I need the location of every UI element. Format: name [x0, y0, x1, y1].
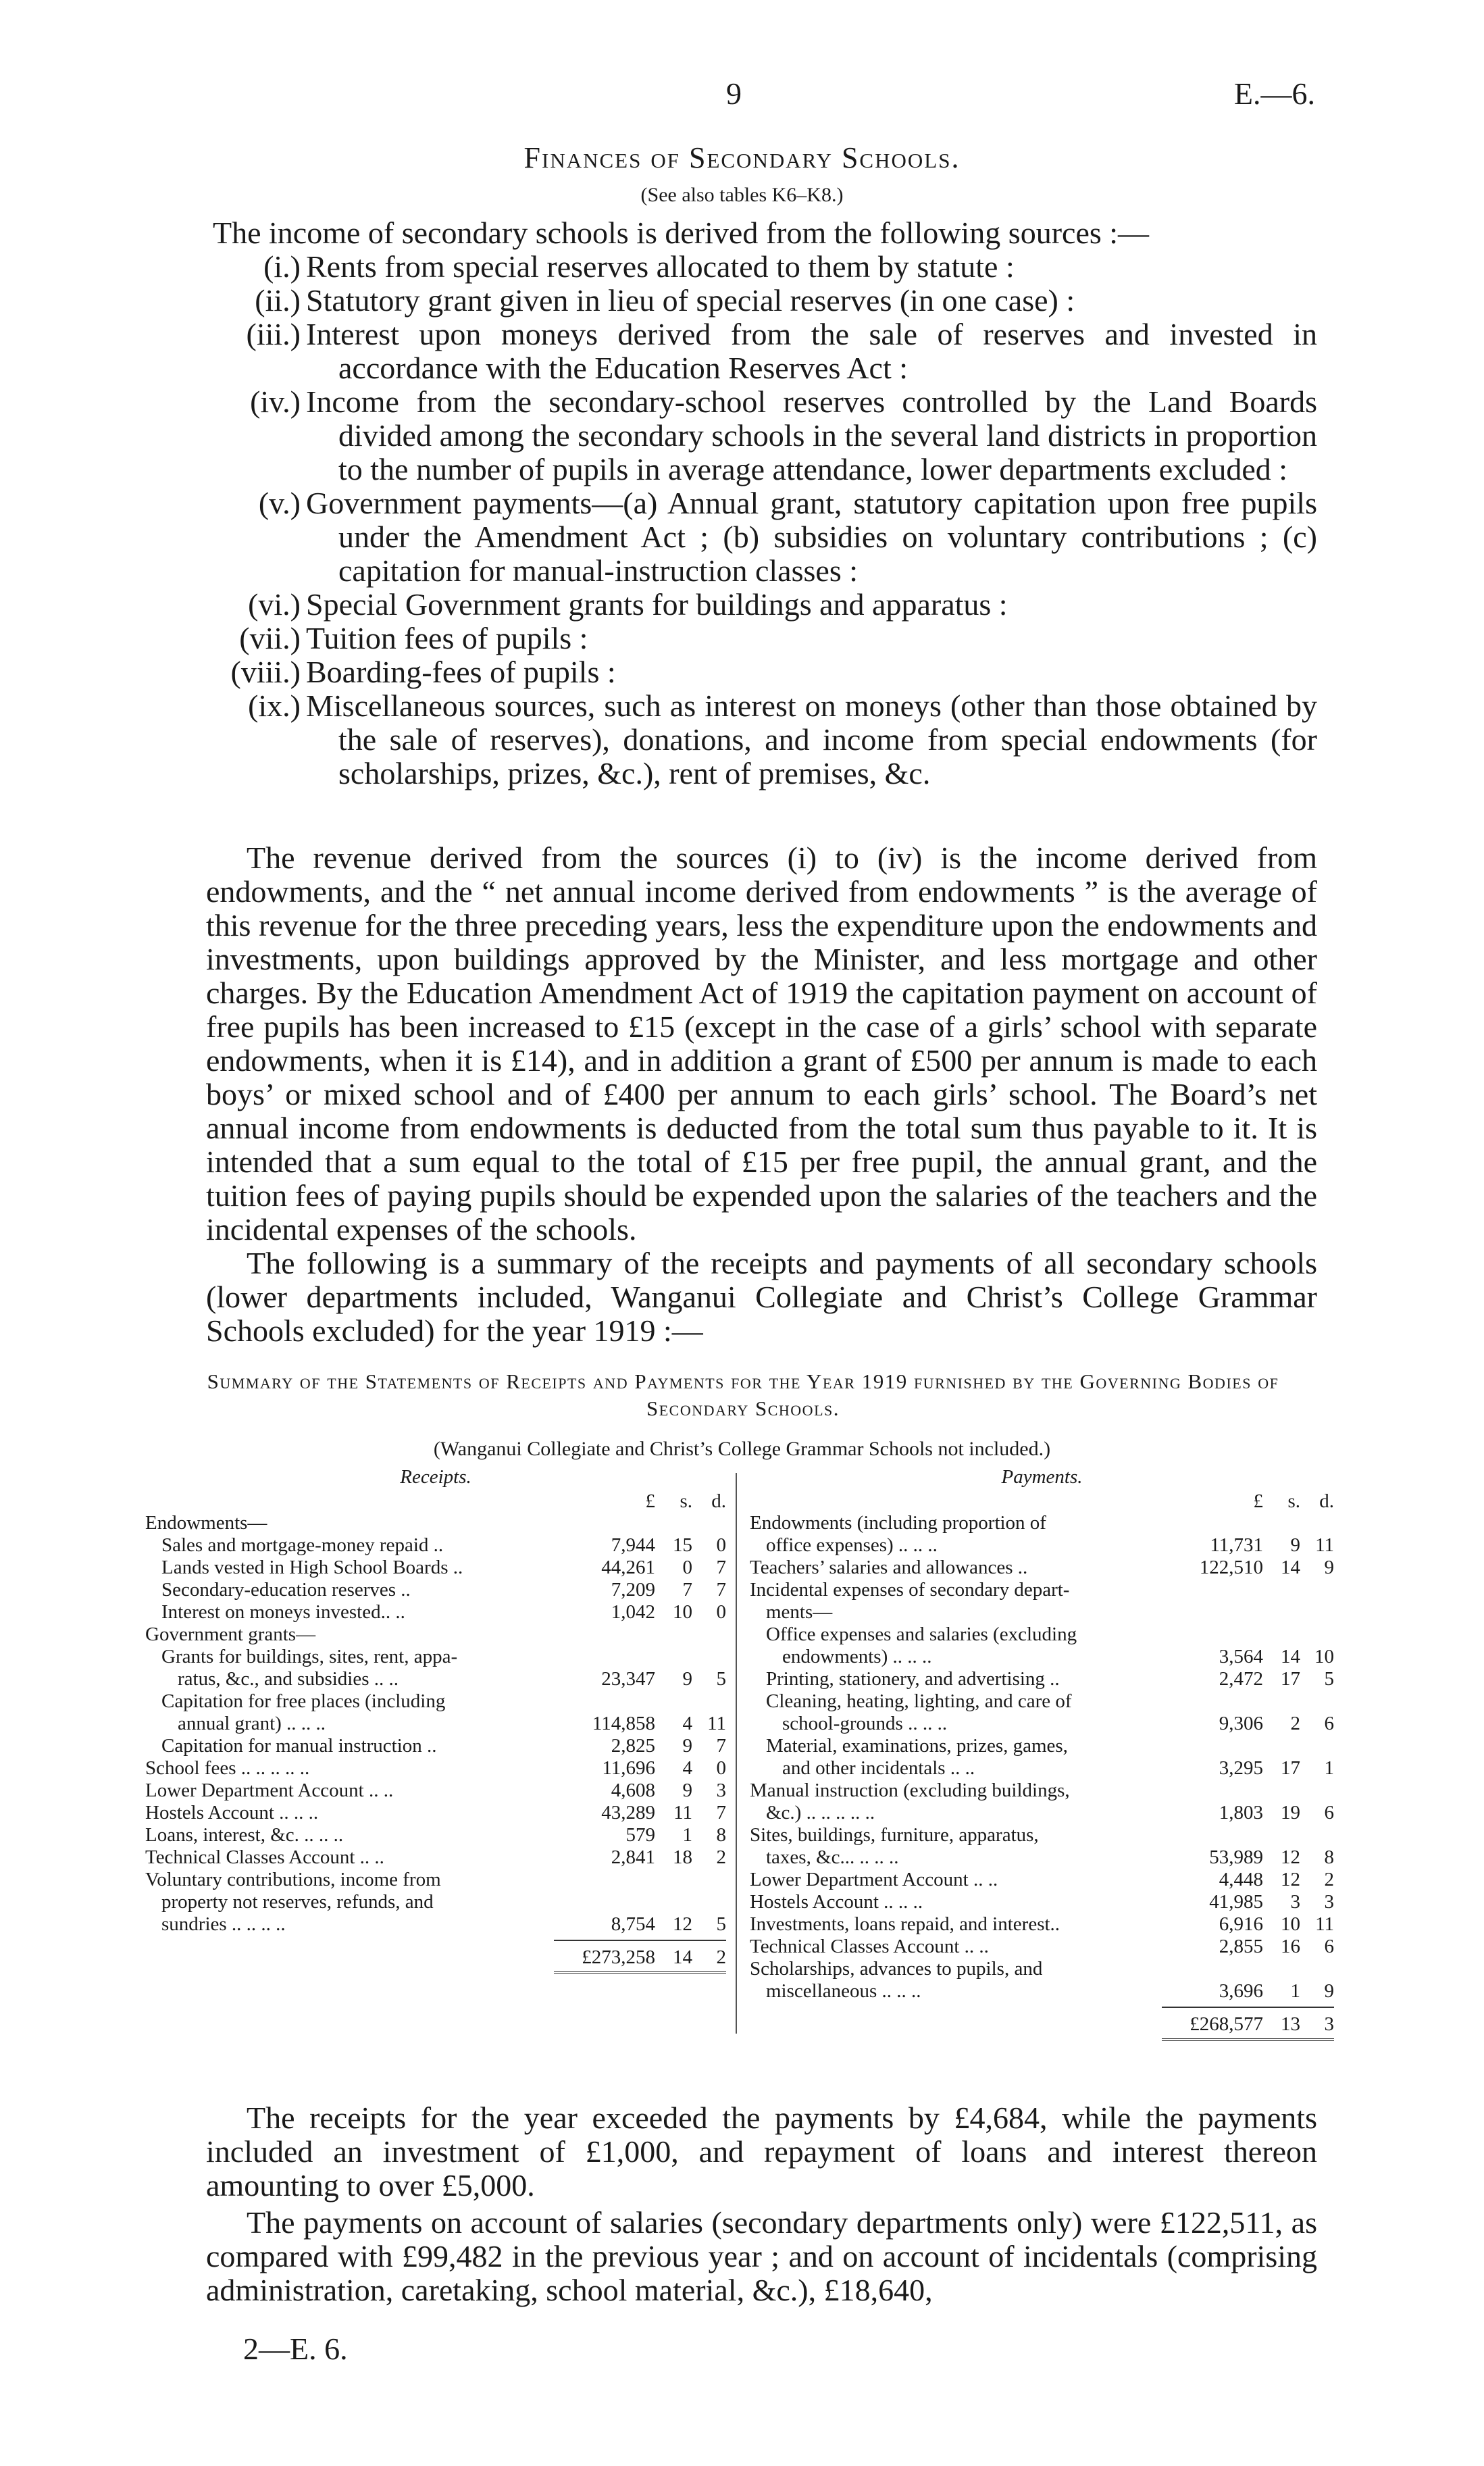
salaries-paragraph: The payments on account of salaries (secondary departments only) were £122,511, as compared with £99,482 in the previous year ; and on account of incidentals (comprising administration, caretaking, school material, &c.), £18,640,	[206, 2205, 1317, 2307]
receipt-label: Hostels Account .. .. ..	[145, 1802, 319, 1823]
document-code: E.—6.	[1233, 76, 1315, 111]
receipt-label: annual grant) .. .. ..	[178, 1713, 326, 1734]
payment-pounds: 3,696	[1219, 1980, 1263, 2002]
payment-shillings: 14	[1281, 1557, 1300, 1578]
payment-label: Hostels Account .. .. ..	[750, 1891, 923, 1913]
receipts-heading: Receipts.	[400, 1466, 471, 1488]
source-item	[206, 588, 1317, 622]
payment-label: endowments) .. .. ..	[782, 1646, 932, 1667]
payment-pounds: 2,472	[1219, 1668, 1263, 1690]
payment-label: miscellaneous .. .. ..	[766, 1980, 921, 2002]
receipt-pounds: 11,696	[602, 1757, 655, 1779]
receipts-excess-paragraph: The receipts for the year exceeded the payments by £4,684, while the payments included an investment of £1,000, and repayment of loans and interest thereon amounting to over £5,000.	[206, 2100, 1317, 2203]
receipt-shillings: 9	[682, 1668, 692, 1690]
receipt-row	[145, 1757, 726, 1780]
payment-label: ments—	[766, 1601, 833, 1623]
receipts-payments-statement	[145, 1466, 1334, 2061]
receipts-currency-header	[145, 1490, 726, 1512]
receipt-shillings: 11	[673, 1802, 692, 1823]
payment-pounds: 11,731	[1210, 1534, 1263, 1556]
receipts-total-rule	[554, 1940, 726, 1941]
receipts-total-pence: 2	[716, 1946, 726, 1968]
payment-pence: 6	[1324, 1936, 1334, 1957]
payments-currency-header	[750, 1490, 1334, 1512]
source-text: Tuition fees of pupils :	[306, 621, 588, 655]
payment-label: Office expenses and salaries (excluding	[766, 1624, 1077, 1645]
receipt-pounds: 8,754	[611, 1913, 655, 1935]
payment-pence: 3	[1324, 1891, 1334, 1913]
payment-row	[750, 1913, 1334, 1936]
payment-label: Endowments (including proportion of	[750, 1512, 1046, 1534]
receipts-column	[145, 1466, 726, 1974]
receipt-row	[145, 1601, 726, 1624]
payment-label: office expenses) .. .. ..	[766, 1534, 938, 1556]
receipt-pounds: 1,042	[611, 1601, 655, 1623]
payments-total-double-rule	[1162, 2038, 1334, 2041]
receipt-pence: 0	[716, 1534, 726, 1556]
receipt-pence: 7	[716, 1579, 726, 1601]
source-item	[206, 486, 1317, 588]
receipt-label: Sales and mortgage-money repaid ..	[161, 1534, 444, 1556]
receipt-label: ratus, &c., and subsidies .. ..	[178, 1668, 399, 1690]
payment-label: Lower Department Account .. ..	[750, 1869, 998, 1890]
pence-header: d.	[711, 1490, 726, 1512]
receipt-row	[145, 1913, 726, 1936]
receipts-total-row	[145, 1946, 726, 1969]
summary-intro-paragraph: The following is a summary of the receipts and payments of all secondary schools (lower departments included, Wanganui Collegiate and Christ’s College Grammar Schools excluded) for the year 1919 :—	[206, 1246, 1317, 1348]
receipt-pence: 7	[716, 1735, 726, 1757]
source-text: Government payments—(a) Annual grant, statutory capitation upon free pupils under the Amendment Act ; (b) subsidies on voluntary contributions ; (c) capitation for manual-instruction classes :	[306, 486, 1317, 588]
receipt-pounds: 7,209	[611, 1579, 655, 1601]
payment-label: Cleaning, heating, lighting, and care of	[766, 1690, 1072, 1712]
payment-pounds: 3,295	[1219, 1757, 1263, 1779]
intro-paragraph: The income of secondary schools is derived from the following sources :—	[213, 216, 1150, 250]
income-sources-list	[206, 250, 1317, 790]
source-item	[206, 655, 1317, 689]
payment-shillings: 2	[1290, 1713, 1300, 1734]
payment-row	[750, 1936, 1334, 1958]
payment-label: taxes, &c... .. .. ..	[766, 1846, 899, 1868]
payment-label: Incidental expenses of secondary depart-	[750, 1579, 1070, 1601]
payment-shillings: 9	[1290, 1534, 1300, 1556]
receipt-shillings: 12	[673, 1913, 692, 1935]
receipt-row	[145, 1624, 726, 1646]
page-number: 9	[726, 76, 742, 111]
payments-rows	[750, 1512, 1334, 2003]
payment-row	[750, 1802, 1334, 1824]
pounds-header: £	[645, 1490, 655, 1512]
receipt-pounds: 2,825	[611, 1735, 655, 1757]
payment-row	[750, 1780, 1334, 1802]
receipt-shillings: 15	[673, 1534, 692, 1556]
payment-label: Material, examinations, prizes, games,	[766, 1735, 1068, 1757]
payment-row	[750, 1713, 1334, 1735]
section-title: Finances of Secondary Schools.	[523, 141, 961, 174]
receipt-shillings: 0	[682, 1557, 692, 1578]
receipt-row	[145, 1646, 726, 1668]
payment-label: Teachers’ salaries and allowances ..	[750, 1557, 1028, 1578]
receipt-row	[145, 1824, 726, 1846]
receipt-pounds: 114,858	[592, 1713, 655, 1734]
payment-row	[750, 1646, 1334, 1668]
source-text: Income from the secondary-school reserves controlled by the Land Boards divided among the secondary schools in the several land districts in proportion to the number of pupils in average attendance, lower departments excluded :	[306, 384, 1317, 486]
receipt-label: Lower Department Account .. ..	[145, 1780, 394, 1801]
source-item	[206, 689, 1317, 790]
receipt-pounds: 44,261	[601, 1557, 655, 1578]
payment-shillings: 17	[1281, 1757, 1300, 1779]
source-text: Miscellaneous sources, such as interest on moneys (other than those obtained by the sale of reserves), donations, and income from special endowments (for scholarships, prizes, &c.), rent of premises, &c.	[306, 688, 1317, 790]
receipt-shillings: 4	[682, 1757, 692, 1779]
payments-heading: Payments.	[1001, 1466, 1083, 1488]
receipt-pence: 0	[716, 1601, 726, 1623]
source-text: Boarding-fees of pupils :	[306, 655, 616, 689]
payment-row	[750, 1557, 1334, 1579]
footer-signature: 2—E. 6.	[243, 2332, 348, 2366]
receipt-label: sundries .. .. .. ..	[161, 1913, 286, 1935]
payment-label: Sites, buildings, furniture, apparatus,	[750, 1824, 1039, 1846]
payment-row	[750, 1690, 1334, 1713]
payment-pence: 1	[1324, 1757, 1334, 1779]
payment-pounds: 53,989	[1209, 1846, 1263, 1868]
shillings-header: s.	[680, 1490, 692, 1512]
receipt-label: School fees .. .. .. .. ..	[145, 1757, 310, 1779]
source-number: (viii.)	[230, 655, 301, 689]
receipt-pounds: 23,347	[601, 1668, 655, 1690]
receipt-shillings: 9	[682, 1735, 692, 1757]
receipt-row	[145, 1713, 726, 1735]
payment-label: Investments, loans repaid, and interest..	[750, 1913, 1060, 1935]
payment-pounds: 4,448	[1219, 1869, 1263, 1890]
pence-header: d.	[1319, 1490, 1334, 1512]
column-divider	[736, 1473, 737, 2034]
payment-label: school-grounds .. .. ..	[782, 1713, 948, 1734]
receipts-total-double-rule	[554, 1971, 726, 1974]
receipt-label: Interest on moneys invested.. ..	[161, 1601, 405, 1623]
source-number: (i.)	[263, 249, 301, 284]
payment-label: Technical Classes Account .. ..	[750, 1936, 989, 1957]
payment-label: &c.) .. .. .. .. ..	[766, 1802, 875, 1823]
receipt-pounds: 7,944	[611, 1534, 655, 1556]
receipt-row	[145, 1579, 726, 1601]
source-text: Rents from special reserves allocated to them by statute :	[306, 249, 1015, 284]
source-number: (vii.)	[239, 621, 301, 655]
receipt-row	[145, 1802, 726, 1824]
receipt-label: Government grants—	[145, 1624, 316, 1645]
payment-label: Manual instruction (excluding buildings,	[750, 1780, 1070, 1801]
payments-total-rule	[1162, 2007, 1334, 2008]
receipt-row	[145, 1869, 726, 1891]
receipt-row	[145, 1780, 726, 1802]
receipt-pounds: 43,289	[601, 1802, 655, 1823]
source-number: (iv.)	[250, 384, 301, 419]
source-item	[206, 250, 1317, 284]
receipt-label: Grants for buildings, sites, rent, appa-	[161, 1646, 458, 1667]
source-number: (iii.)	[246, 317, 301, 351]
payment-pence: 5	[1324, 1668, 1334, 1690]
source-item	[206, 385, 1317, 486]
payments-total-pounds: £268,577	[1189, 2013, 1263, 2035]
receipt-shillings: 1	[682, 1824, 692, 1846]
payment-pounds: 3,564	[1219, 1646, 1263, 1667]
source-number: (ix.)	[248, 688, 301, 723]
receipt-row	[145, 1891, 726, 1913]
payment-pence: 6	[1324, 1713, 1334, 1734]
payment-pence: 9	[1324, 1557, 1334, 1578]
receipt-label: Capitation for manual instruction ..	[161, 1735, 437, 1757]
payment-pounds: 1,803	[1219, 1802, 1263, 1823]
receipt-row	[145, 1668, 726, 1690]
table-note: (Wanganui Collegiate and Christ’s College Grammar Schools not included.)	[433, 1438, 1051, 1460]
receipt-label: property not reserves, refunds, and	[161, 1891, 434, 1913]
payment-pence: 2	[1324, 1869, 1334, 1890]
payments-total-shillings: 13	[1281, 2013, 1300, 2035]
receipt-pence: 2	[716, 1846, 726, 1868]
receipts-total-shillings: 14	[673, 1946, 692, 1968]
table-title: Summary of the Statements of Receipts and Payments for the Year 1919 furnished by the Governing Bodies of Secondary Schools.	[207, 1369, 1279, 1420]
payment-shillings: 3	[1290, 1891, 1300, 1913]
payment-row	[750, 1980, 1334, 2003]
payment-pence: 10	[1314, 1646, 1334, 1667]
payment-shillings: 1	[1290, 1980, 1300, 2002]
payment-pounds: 6,916	[1219, 1913, 1263, 1935]
payment-row	[750, 1512, 1334, 1534]
receipt-label: Endowments—	[145, 1512, 267, 1534]
source-number: (v.)	[258, 486, 301, 520]
payments-total-row	[750, 2013, 1334, 2036]
receipt-shillings: 4	[682, 1713, 692, 1734]
source-text: Statutory grant given in lieu of special reserves (in one case) :	[306, 283, 1075, 318]
payment-pence: 11	[1315, 1534, 1334, 1556]
receipt-row	[145, 1557, 726, 1579]
payment-label: and other incidentals .. ..	[782, 1757, 975, 1779]
payment-shillings: 12	[1281, 1846, 1300, 1868]
receipt-label: Secondary-education reserves ..	[161, 1579, 411, 1601]
receipt-pence: 7	[716, 1802, 726, 1823]
source-number: (ii.)	[255, 283, 301, 318]
receipts-rows	[145, 1512, 726, 1936]
payment-pounds: 2,855	[1219, 1936, 1263, 1957]
receipt-row	[145, 1512, 726, 1534]
receipt-shillings: 10	[673, 1601, 692, 1623]
payment-pence: 6	[1324, 1802, 1334, 1823]
pounds-header: £	[1253, 1490, 1263, 1512]
receipt-shillings: 18	[673, 1846, 692, 1868]
payment-shillings: 12	[1281, 1869, 1300, 1890]
receipt-label: Technical Classes Account .. ..	[145, 1846, 384, 1868]
source-number: (vi.)	[248, 587, 301, 622]
payment-row	[750, 1579, 1334, 1601]
receipt-row	[145, 1534, 726, 1557]
receipt-pounds: 2,841	[611, 1846, 655, 1868]
receipt-label: Loans, interest, &c. .. .. ..	[145, 1824, 344, 1846]
receipt-pence: 8	[716, 1824, 726, 1846]
payment-label: Scholarships, advances to pupils, and	[750, 1958, 1043, 1980]
source-item	[206, 284, 1317, 318]
payments-total-pence: 3	[1324, 2013, 1334, 2035]
receipt-label: Capitation for free places (including	[161, 1690, 446, 1712]
receipt-pence: 7	[716, 1557, 726, 1578]
revenue-paragraph: The revenue derived from the sources (i) to (iv) is the income derived from endowments, and the “ net annual income derived from endowments ” is the average of this revenue for the three preceding years, less the expenditure upon the endowments and investments, upon buildings approved by the Minister, and less mortgage and other charges. By the Education Amendment Act of 1919 the capitation payment on account of free pupils has been increased to £15 (except in the case of a girls’ school with separate endowments, when it is £14), and in addition a grant of £500 per annum is made to each boys’ or mixed school and of £400 per annum to each girls’ school. The Board’s net annual income from endowments is deducted from the total sum thus payable to it. It is intended that a sum equal to the total of £15 per free pupil, the annual grant, and the tuition fees of paying pupils should be expended upon the salaries of the teachers and the incidental expenses of the schools.	[206, 840, 1317, 1247]
payment-shillings: 16	[1281, 1936, 1300, 1957]
payment-shillings: 10	[1281, 1913, 1300, 1935]
payments-column	[750, 1466, 1334, 2041]
payment-pence: 8	[1324, 1846, 1334, 1868]
receipt-label: Voluntary contributions, income from	[145, 1869, 441, 1890]
payment-row	[750, 1534, 1334, 1557]
source-item	[206, 622, 1317, 655]
payment-pounds: 41,985	[1209, 1891, 1263, 1913]
receipt-pence: 3	[716, 1780, 726, 1801]
page-header	[0, 76, 1484, 116]
payment-shillings: 17	[1281, 1668, 1300, 1690]
payment-row	[750, 1735, 1334, 1757]
receipt-pounds: 579	[625, 1824, 655, 1846]
receipt-pence: 11	[707, 1713, 726, 1734]
payment-pounds: 122,510	[1199, 1557, 1263, 1578]
section-subtitle: (See also tables K6–K8.)	[640, 184, 844, 206]
shillings-header: s.	[1287, 1490, 1300, 1512]
receipt-row	[145, 1690, 726, 1713]
payment-pounds: 9,306	[1219, 1713, 1263, 1734]
receipt-label: Lands vested in High School Boards ..	[161, 1557, 463, 1578]
receipt-row	[145, 1735, 726, 1757]
payment-row	[750, 1869, 1334, 1891]
payment-row	[750, 1601, 1334, 1624]
source-text: Interest upon moneys derived from the sale of reserves and invested in accordance with the Education Reserves Act :	[306, 317, 1317, 385]
receipt-row	[145, 1846, 726, 1869]
payment-row	[750, 1624, 1334, 1646]
receipt-pounds: 4,608	[611, 1780, 655, 1801]
receipt-shillings: 9	[682, 1780, 692, 1801]
payment-shillings: 19	[1281, 1802, 1300, 1823]
payment-pence: 9	[1324, 1980, 1334, 2002]
payment-row	[750, 1668, 1334, 1690]
receipt-pence: 0	[716, 1757, 726, 1779]
payment-row	[750, 1846, 1334, 1869]
receipt-shillings: 7	[682, 1579, 692, 1601]
payment-row	[750, 1958, 1334, 1980]
receipt-pence: 5	[716, 1913, 726, 1935]
source-item	[206, 318, 1317, 385]
payment-pence: 11	[1315, 1913, 1334, 1935]
receipts-total-pounds: £273,258	[582, 1946, 655, 1968]
payment-label: Printing, stationery, and advertising ..	[766, 1668, 1060, 1690]
source-text: Special Government grants for buildings and apparatus :	[306, 587, 1008, 622]
payment-row	[750, 1891, 1334, 1913]
payment-row	[750, 1757, 1334, 1780]
payment-shillings: 14	[1281, 1646, 1300, 1667]
receipt-pence: 5	[716, 1668, 726, 1690]
payment-row	[750, 1824, 1334, 1846]
